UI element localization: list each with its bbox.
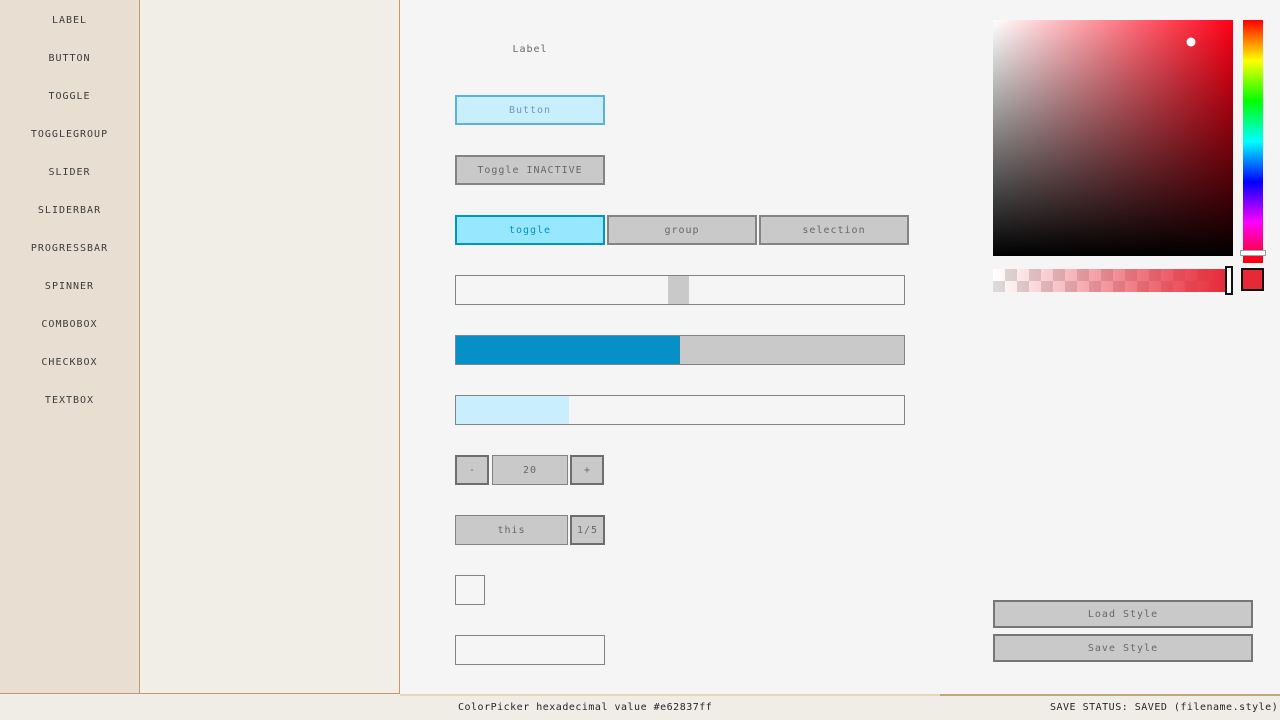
alpha-cursor[interactable] [1225, 266, 1233, 295]
preview-label: Label [512, 43, 548, 55]
sidebar-item-sliderbar[interactable]: SLIDERBAR [37, 204, 102, 216]
progressbar-fill [456, 396, 569, 424]
sliderbar-fill [456, 336, 680, 364]
preview-textbox[interactable] [455, 635, 605, 665]
sidebar-item-progressbar[interactable]: PROGRESSBAR [30, 242, 109, 254]
combobox-selected[interactable]: this [455, 515, 568, 545]
color-sv-cursor[interactable] [1186, 37, 1195, 46]
hue-slider-bar[interactable] [1243, 20, 1263, 263]
alpha-slider-bar[interactable] [993, 269, 1233, 292]
color-saturation-value-panel[interactable] [993, 20, 1233, 256]
togglegroup-option-toggle[interactable]: toggle [455, 215, 605, 245]
togglegroup-option-selection[interactable]: selection [759, 215, 909, 245]
sidebar-item-button[interactable]: BUTTON [48, 52, 91, 64]
slider-handle[interactable] [668, 276, 689, 304]
sidebar-item-spinner[interactable]: SPINNER [44, 280, 95, 292]
spinner-decrement-button[interactable]: - [455, 455, 489, 485]
save-status: SAVE STATUS: SAVED (filename.style) [1050, 701, 1279, 713]
sidebar-item-slider[interactable]: SLIDER [48, 166, 91, 178]
spinner-value[interactable]: 20 [492, 455, 568, 485]
preview-slider[interactable] [455, 275, 905, 305]
preview-progressbar [455, 395, 905, 425]
sidebar-item-toggle[interactable]: TOGGLE [48, 90, 91, 102]
hue-cursor[interactable] [1240, 250, 1266, 256]
sidebar-item-label[interactable]: LABEL [51, 14, 88, 26]
preview-sliderbar[interactable] [455, 335, 905, 365]
properties-panel [140, 0, 400, 694]
togglegroup-option-group[interactable]: group [607, 215, 757, 245]
sidebar-item-combobox[interactable]: COMBOBOX [41, 318, 98, 330]
colorpicker-hex-status: ColorPicker hexadecimal value #e62837ff [458, 701, 713, 713]
preview-button[interactable]: Button [455, 95, 605, 125]
sidebar-item-checkbox[interactable]: CHECKBOX [41, 356, 98, 368]
status-bar [0, 694, 1280, 720]
load-style-button[interactable]: Load Style [993, 600, 1253, 628]
save-style-button[interactable]: Save Style [993, 634, 1253, 662]
selected-color-swatch [1241, 268, 1264, 291]
combobox-counter[interactable]: 1/5 [570, 515, 605, 545]
sidebar-item-togglegroup[interactable]: TOGGLEGROUP [30, 128, 109, 140]
sidebar-item-textbox[interactable]: TEXTBOX [44, 394, 95, 406]
preview-toggle[interactable]: Toggle INACTIVE [455, 155, 605, 185]
preview-checkbox[interactable] [455, 575, 485, 605]
controls-sidebar [0, 0, 140, 694]
spinner-increment-button[interactable]: + [570, 455, 604, 485]
